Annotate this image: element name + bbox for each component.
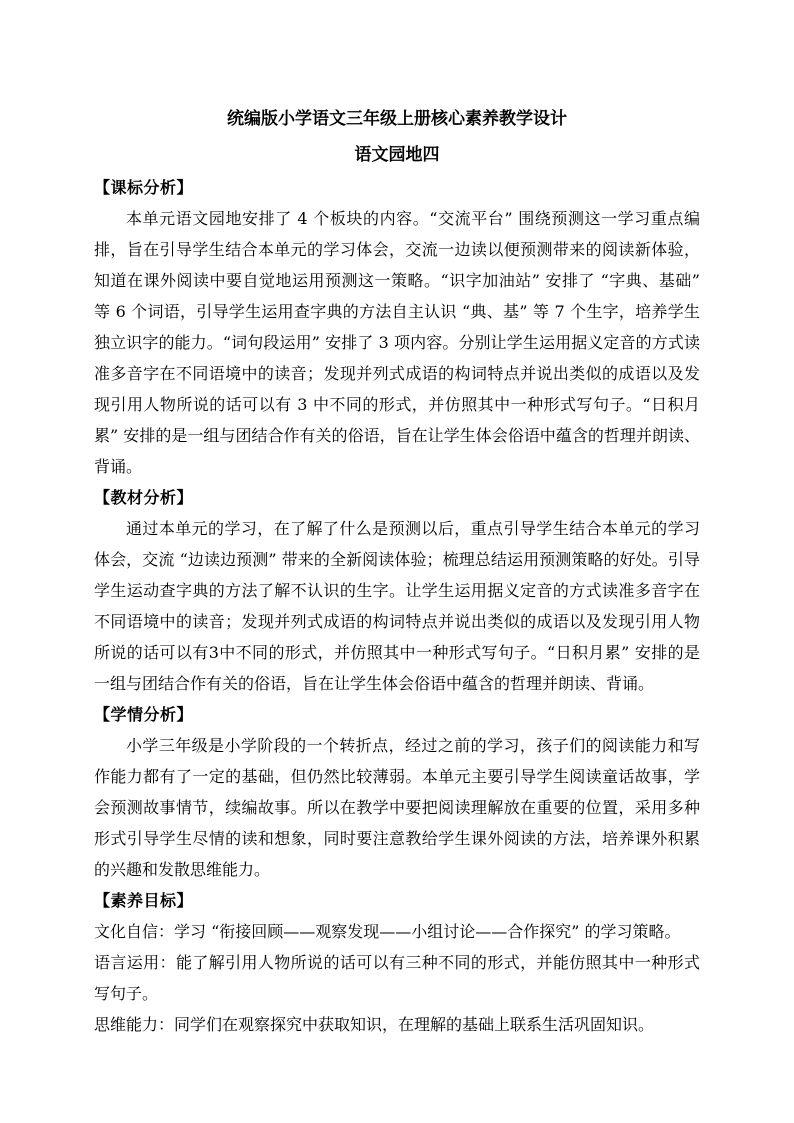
section-heading: 【素养目标】 [94,891,194,910]
section-learner-analysis [94,699,700,885]
section-curriculum-analysis [94,172,700,482]
section-textbook-analysis [94,482,700,699]
document-title: 统编版小学语文三年级上册核心素养教学设计 [227,109,567,129]
section-heading: 【学情分析】 [94,705,194,724]
document-subtitle: 语文园地四 [354,145,440,165]
body-paragraph: 本单元语文园地安排了 4 个板块的内容。“交流平台” 围绕预测这一学习重点编排，旨在引导学生结合本单元的学习体会，交流一边读以便预测带来的阅读新体验，知道在课外阅读中要自觉地运用预测这一策略。“识字加油站” 安排了 “字典、基础” 等 6 个词语，引导学生运用查字典的方法自主认识 “典、基” 等 7 个生字，培养学生独立识字的能力。“词句段运用” 安排了 3 项内容。分别让学生运用据义定音的方式读准多音字在不同语境中的读音；发现并列式成语的构词特点并说出类似的成语以及发现引用人物所说的话可以有 3 中不同的形式，并仿照其中一种形式写句子。“日积月累” 安排的是一组与团结合作有关的俗语，旨在让学生体会俗语中蕴含的哲理并朗读、背诵。 [94,209,700,476]
goal-item: 文化自信：学习 “衔接回顾——观察发现——小组讨论——合作探究” 的学习策略。 [94,922,681,941]
body-paragraph: 小学三年级是小学阶段的一个转折点，经过之前的学习，孩子们的阅读能力和写作能力都有了一定的基础，但仍然比较薄弱。本单元主要引导学生阅读童话故事，学会预测故事情节，续编故事。所以在教学中要把阅读理解放在重要的位置，采用多种形式引导学生尽情的读和想象，同时要注意教给学生课外阅读的方法，培养课外积累的兴趣和发散思维能力。 [94,736,700,879]
goal-item: 思维能力：同学们在观察探究中获取知识，在理解的基础上联系生活巩固知识。 [94,1015,655,1034]
body-paragraph: 通过本单元的学习，在了解了什么是预测以后，重点引导学生结合本单元的学习体会，交流 “边读边预测” 带来的全新阅读体验；梳理总结运用预测策略的好处。引导学生运动查字典的方法了解不认识的生字。让学生运用据义定音的方式读准多音字在不同语境中的读音；发现并列式成语的构词特点并说出类似的成语以及发现引用人物所说的话可以有3中不同的形式，并仿照其中一种形式写句子。“日积月累” 安排的是一组与团结合作有关的俗语，旨在让学生体会俗语中蕴含的哲理并朗读、背诵。 [94,519,700,693]
goal-item: 语言运用：能了解引用人物所说的话可以有三种不同的形式，并能仿照其中一种形式写句子。 [94,953,700,1003]
section-heading: 【教材分析】 [94,488,194,507]
section-literacy-goals [94,885,700,1040]
section-heading: 【课标分析】 [94,178,194,197]
